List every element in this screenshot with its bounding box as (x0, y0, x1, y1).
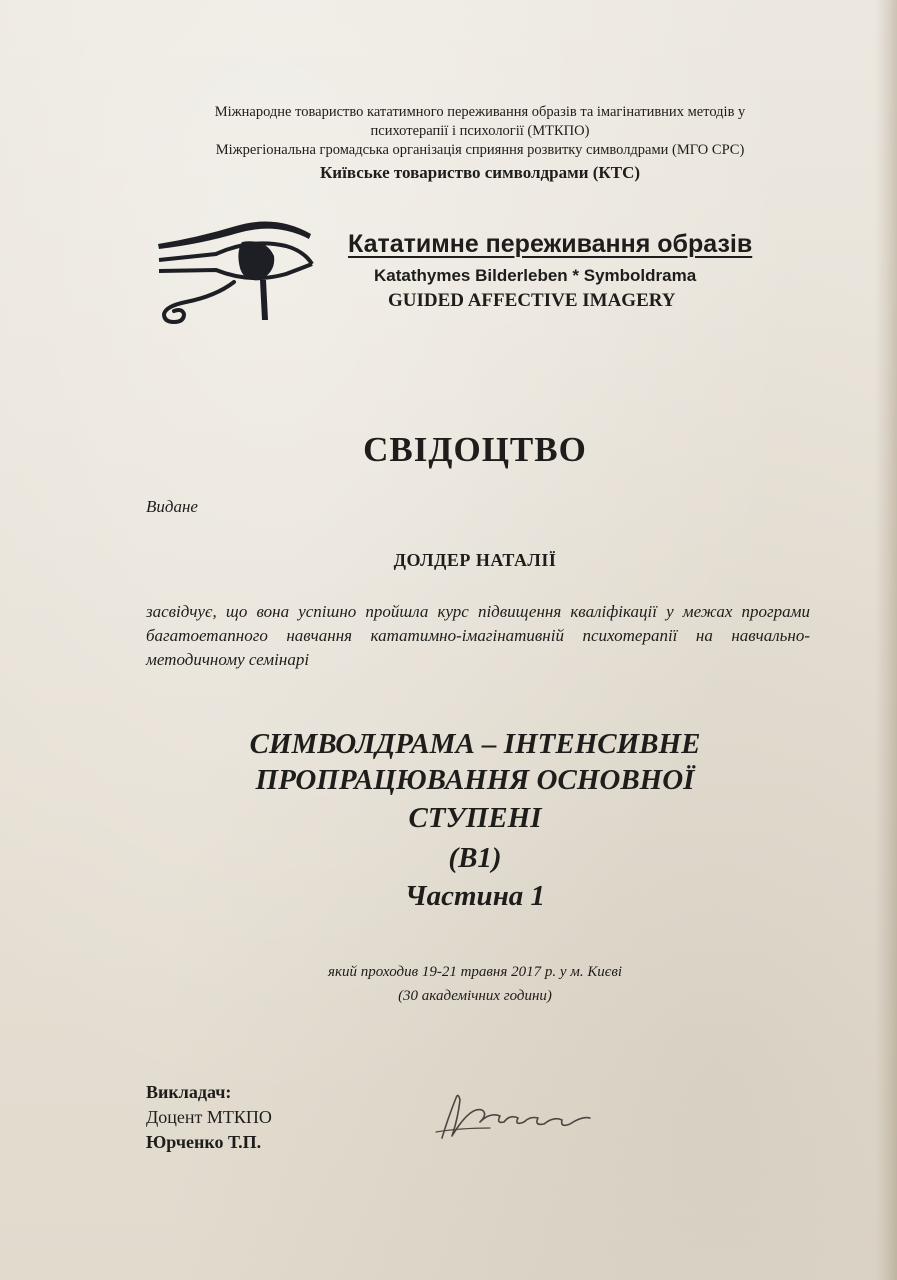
issued-label: Видане (146, 497, 198, 516)
handwritten-signature (430, 1088, 600, 1148)
org-line-2: психотерапії і психології (МТКПО) (370, 123, 590, 139)
course-level: (В1) (448, 842, 502, 874)
course-hours: (30 академічних години) (398, 988, 552, 1004)
org-line-1: Міжнародне товариство кататимного переживання образів та імагінативних методів у (214, 104, 746, 120)
course-dates: який проходив 19-21 травня 2017 р. у м. Києві (327, 964, 623, 980)
certificate-body: засвідчує, що вона успішно пройшла курс підвищення кваліфікації у межах програми багатоетапного навчання кататимно-імагінативній психотерапії на навчально-методичному семінарі (146, 602, 810, 669)
recipient-name: ДОЛДЕР НАТАЛІЇ (393, 550, 557, 570)
brand-subtitle: Katathymes Bilderleben * Symboldrama (374, 266, 697, 285)
signatory-position: Доцент МТКПО (146, 1107, 272, 1127)
course-part: Частина 1 (404, 880, 546, 912)
certificate-title: СВІДОЦТВО (363, 430, 587, 469)
course-title-line-3: СТУПЕНІ (408, 802, 542, 834)
paper-edge-shadow (875, 0, 897, 1280)
signatory-name: Юрченко Т.П. (146, 1132, 262, 1152)
course-title-line-2: ПРОПРАЦЮВАННЯ ОСНОВНОЇ (255, 764, 695, 796)
brand-subtitle-en: GUIDED AFFECTIVE IMAGERY (388, 290, 676, 311)
org-line-3: Міжрегіональна громадська організація сприяння розвитку символдрами (МГО СРС) (215, 142, 745, 158)
eye-of-horus-icon (156, 216, 316, 326)
signatory-role: Викладач: (146, 1082, 232, 1102)
org-line-4: Київське товариство символдрами (КТС) (319, 163, 641, 182)
course-title-line-1: СИМВОЛДРАМА – ІНТЕНСИВНЕ (249, 728, 701, 760)
brand-title: Кататимне переживання образів (348, 230, 753, 258)
